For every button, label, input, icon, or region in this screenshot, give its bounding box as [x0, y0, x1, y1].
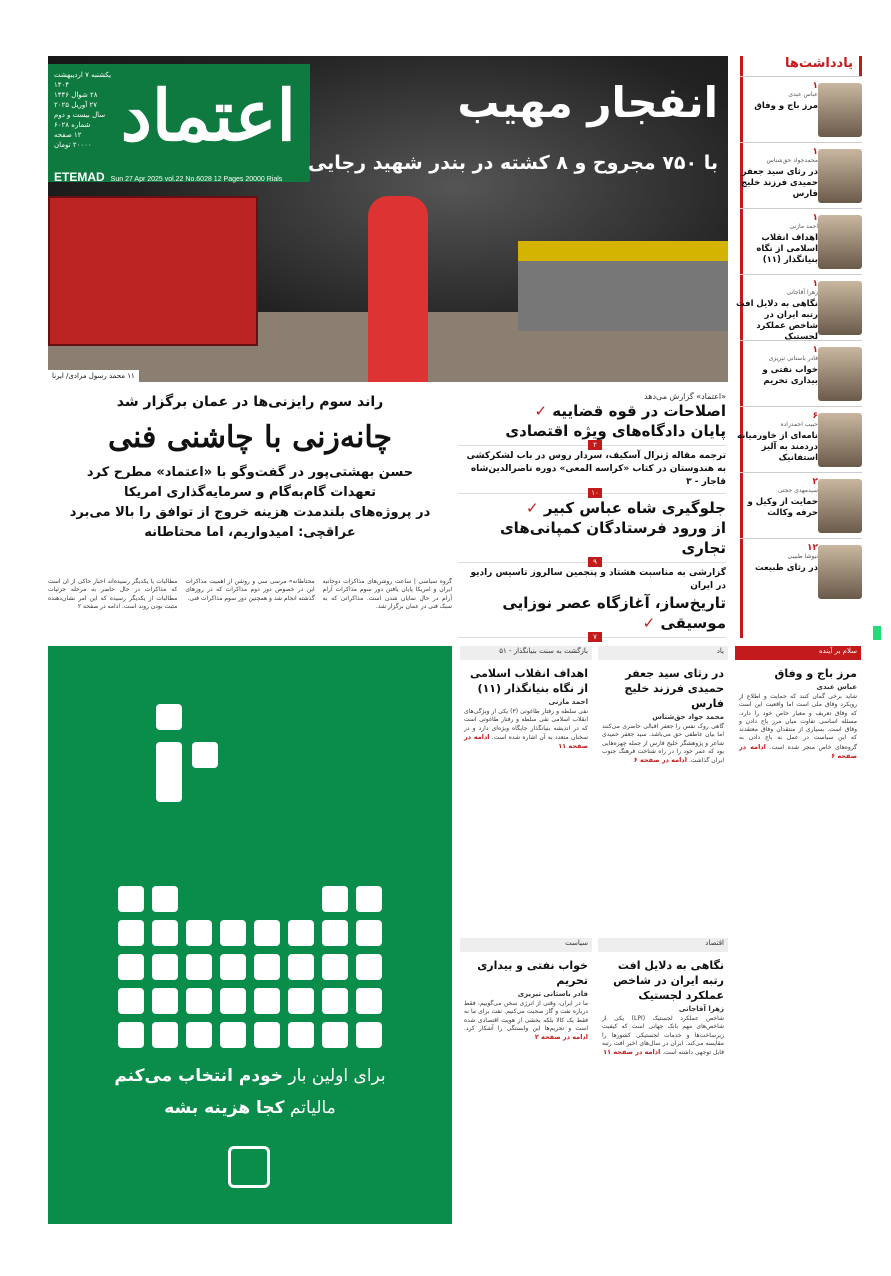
ad-block-shape [288, 920, 314, 946]
column-title[interactable]: در رثای سید جعفر حمیدی فرزند خلیج فارس [624, 667, 724, 710]
sidebar-note-item[interactable] [740, 472, 862, 538]
sidebar-note-item[interactable] [736, 274, 862, 342]
ad-block-shape [186, 954, 212, 980]
ad-block-shape [152, 886, 178, 912]
ad-block-shape [156, 704, 182, 730]
note-title: اهداف انقلاب اسلامی از نگاه بنیانگذار (۱۱) [756, 233, 818, 265]
ad-block-shape [356, 954, 382, 980]
note-title: نگاهی به دلایل افت رتبه ایران در شاخص عملکرد لجستیک [736, 299, 818, 342]
ad-block-shape [186, 988, 212, 1014]
ad-block-shape [254, 988, 280, 1014]
note-page-number: ۱ [812, 213, 818, 223]
column-title[interactable]: خواب نفتی و بیداری تحریم [477, 959, 588, 987]
column-1: سلام بر آینده مرز باج و وفاق عباس عبدی شاید برخی گمان کنند که حمایت و اطلاع از رویکرد وفاق ملی است اما واقعیت این است که وفاق تعریف و معیار خاص خود را دارد. مسئله اساسی تفاوت میان مرز باج دادن و وفاق است. بسیاری از منتقدان وفاق معتقدند که این سیاست در عمل به باج دادن به گروه‌های خاص منجر شده است. ادامه در صفحه ۶ [735, 646, 861, 1224]
lead-line: تعهدات گام‌به‌گام و سرمایه‌گذاری امریکا [123, 485, 377, 500]
ad-block-shape [288, 954, 314, 980]
author-photo [818, 479, 862, 533]
tax-advertisement[interactable] [48, 646, 452, 1224]
column-5: سیاست خواب نفتی و بیداری تحریم فادر باستانی تبریزی ما در ایران، وقتی از انرژی سخن می‌گوییم، فقط درباره نفت و گاز صحبت می‌کنیم. نفت برای ما نه فقط یک کالا بلکه بخشی از هویت اقتصادی شده است و تحریم‌ها این وابستگی را آشکار کرد. ادامه در صفحه ۲ [460, 938, 592, 1224]
author-photo [818, 413, 862, 467]
note-page-number: ۲ [812, 477, 818, 487]
ad-block-shape [356, 920, 382, 946]
note-title: نامه‌ای از خاورمیانه دردمند به آلیز استفانیک [737, 431, 818, 463]
sidebar-note-item[interactable] [740, 538, 862, 604]
ad-block-shape [254, 920, 280, 946]
sidebar-note-item[interactable] [740, 208, 862, 274]
column-author: احمد مازنی [548, 698, 588, 706]
notes-sidebar [736, 56, 862, 638]
ad-block-shape [152, 1022, 178, 1048]
ad-block-shape [254, 1022, 280, 1048]
lead-kicker: راند سوم رایزنی‌ها در عمان برگزار شد [116, 394, 384, 410]
scrollbar-handle[interactable] [873, 626, 881, 640]
ad-block-shape [220, 988, 246, 1014]
author-photo [818, 545, 862, 599]
ad-block-shape [220, 954, 246, 980]
ad-block-shape [152, 954, 178, 980]
note-author: عباس عبدی [788, 91, 818, 98]
note-title: حمایت از وکیل و حرفه وکالت [747, 497, 818, 518]
ad-block-shape [356, 988, 382, 1014]
note-page-number: ۱ [812, 345, 818, 355]
column-title[interactable]: نگاهی به دلایل افت رتبه ایران در شاخص عملکرد لجستیک [613, 959, 724, 1002]
column-3: بازگشت به سنت بنیانگذار - ۵۱ اهداف انقلاب اسلامی از نگاه بنیانگذار (۱۱) احمد مازنی نفی سلطه و رفتار طاغوتی (۳) یکی از ویژگی‌های انقلاب اسلامی نفی سلطه و رفتار طاغوتی است که در اندیشه بنیانگذار جایگاه ویژه‌ای دارد و در سخنان متعدد به آن اشاره شده است. ادامه در صفحه ۱۱ [460, 646, 592, 1224]
note-author: احمد مازنی [789, 223, 818, 230]
sidebar-title: یادداشت‌ها [740, 56, 862, 76]
ad-block-shape [186, 920, 212, 946]
column-text: شاید برخی گمان کنند که حمایت و اطلاع از رویکرد وفاق ملی است اما واقعیت این است که وفاق تعریف و معیار خاص خود را دارد. مسئله اساسی تفاوت میان مرز باج دادن و وفاق است. بسیاری از منتقدان وفاق معتقدند که این سیاست در عمل به باج دادن به گروه‌های خاص منجر شده است. ادامه در صفحه ۶ [739, 693, 857, 761]
ad-block-shape [118, 988, 144, 1014]
column-text: ما در ایران، وقتی از انرژی سخن می‌گوییم، فقط درباره نفت و گاز صحبت می‌کنیم. نفت برای ما نه فقط یک کالا بلکه بخشی از هویت اقتصادی شده است و تحریم‌ها این وابستگی را آشکار کرد. ادامه در صفحه ۲ [464, 1000, 588, 1042]
ad-block-shape [254, 954, 280, 980]
column-author: محمد جواد حق‌شناس [652, 713, 724, 721]
main-subhead: با ۷۵۰ مجروح و ۸ کشته در بندر شهید رجایی [307, 152, 718, 174]
ad-block-shape [118, 920, 144, 946]
lead-line: عراقچی: امیدواریم، اما محتاطانه [144, 525, 356, 540]
ad-block-shape [118, 886, 144, 912]
center-stories: «اعتماد» گزارش می‌دهد اصلاحات در قوه قضاییه ✓ پایان دادگاه‌های ویژه اقتصادی ۲ ترجمه مقاله ژنرال آسکیف، سردار روس در باب لشکرکشی به هندوستان در کتاب «کراسه المعی» دوره ناصرالدین‌شاه قاجار - ۳ ۱۰ جلوگیری شاه عباس کبیر ✓ از ورود فرستادگان کمپانی‌های تجاری ۹ گزارشی به مناسبت هشتاد و پنجمین سالروز تاسیس رادیو در ایران تاریخ‌ساز، آغازگاه عصر نوزایی موسیقی ✓ ۷ [458, 388, 726, 636]
story-headline[interactable]: تاریخ‌ساز، آغازگاه عصر نوزایی موسیقی ✓ [502, 594, 726, 632]
column-author: زهرا آقاجانی [678, 1005, 724, 1013]
cargo-truck-image [518, 241, 728, 331]
ad-block-shape [288, 988, 314, 1014]
logo-block [48, 64, 310, 182]
lead-text-columns [48, 578, 452, 636]
story-subhead[interactable]: ترجمه مقاله ژنرال آسکیف، سردار روس در باب لشکرکشی به هندوستان در کتاب «کراسه المعی» دوره ناصرالدین‌شاه قاجار - ۳ [466, 451, 726, 487]
sidebar-note-item[interactable] [740, 76, 862, 142]
column-text: نفی سلطه و رفتار طاغوتی (۳) یکی از ویژگی‌های انقلاب اسلامی نفی سلطه و رفتار طاغوتی است که در اندیشه بنیانگذار جایگاه ویژه‌ای دارد و در سخنان متعدد به آن اشاره شده است. ادامه در صفحه ۱۱ [464, 708, 588, 751]
column-4: اقتصاد نگاهی به دلایل افت رتبه ایران در شاخص عملکرد لجستیک زهرا آقاجانی شاخص عملکرد لجستیک (LPI) یکی از شاخص‌های مهم بانک جهانی است که کیفیت زیرساخت‌ها و خدمات لجستیکی کشورها را مقایسه می‌کند. ایران در سال‌های اخیر افت رتبه قابل توجهی داشته است. ادامه در صفحه ۱۱ [598, 938, 728, 1224]
note-author: فادر باستانی تبریزی [768, 355, 818, 362]
logo-text: اعتماد [120, 74, 296, 157]
ad-line-1: برای اولین بار خودم انتخاب می‌کنم [114, 1066, 386, 1086]
author-photo [818, 83, 862, 137]
note-author: حبیب احمدزاده [780, 421, 818, 428]
sidebar-note-item[interactable] [740, 142, 862, 208]
ad-block-shape [356, 1022, 382, 1048]
sidebar-note-item[interactable] [737, 406, 862, 472]
masthead [48, 56, 728, 382]
ad-block-shape [220, 920, 246, 946]
firefighter-figure [368, 196, 428, 382]
lead-title[interactable]: چانه‌زنی با چاشنی فنی [107, 420, 393, 455]
note-author: سیدمهدی حجتی [777, 487, 818, 494]
issue-info-bar: ETEMAD Sun 27 Apr 2025 vol.22 No.6028 12 Pages 20000 Rials [54, 170, 283, 184]
lead-line: در پروژه‌های بلندمدت هزینه خروج از توافق را بالا می‌برد [69, 505, 431, 520]
story-kicker: «اعتماد» گزارش می‌دهد [644, 392, 726, 401]
lead-text-column: گروه سیاسی | ساعت روشن‌های مذاکرات دوجانبه ایران و امریکا پایان یافتن دور سوم مذاکرات آرام آرام در حال نمایان شدن است. مذاکراتی که به سبک فنی در عمان برگزار شد. [322, 578, 452, 611]
ad-block-shape [118, 1022, 144, 1048]
issue-date-info: یکشنبه ۷ اردیبهشت ۱۴۰۴ ۲۸ شوال ۱۴۴۶ ۲۷ آوریل ۲۰۲۵ سال بیست و دوم شماره ۶۰۲۸ ۱۲ صفحه ۲۰۰۰۰ تومان [54, 71, 112, 149]
ad-block-shape [152, 988, 178, 1014]
sidebar-note-item[interactable] [740, 340, 862, 406]
ad-block-shape [322, 886, 348, 912]
author-photo [818, 347, 862, 401]
note-page-number: ۱ [812, 81, 818, 91]
ad-block-shape [322, 920, 348, 946]
ad-block-shape [220, 1022, 246, 1048]
ad-block-shape [288, 1022, 314, 1048]
story-headline[interactable]: اصلاحات در قوه قضاییه ✓ پایان دادگاه‌های ویژه اقتصادی [505, 402, 726, 440]
note-page-number: ۱۲ [807, 543, 818, 553]
ad-block-shape [186, 1022, 212, 1048]
ad-block-shape [192, 742, 218, 768]
note-title: خواب نفتی و بیداری تحریم [762, 365, 818, 386]
column-title[interactable]: مرز باج و وفاق [774, 667, 857, 680]
story-headline[interactable]: جلوگیری شاه عباس کبیر ✓ از ورود فرستادگان کمپانی‌های تجاری [499, 499, 726, 557]
photo-credit: ۱۱ محمد رسول مرادی/ ایرنا [48, 370, 139, 382]
ad-line-2: مالیاتم کجا هزینه بشه [164, 1098, 336, 1118]
column-text: گاهی روک نفس را جعفر اقبالی حاضری می‌کنند اما بیان عاطفی حق می‌باشد. سید جعفر حمیدی شاعر و پژوهشگر خلیج فارس از جمله چهره‌هایی بود که عمر خود را در راه شناخت فرهنگ جنوب ایران گذاشت. ادامه در صفحه ۶ [602, 723, 724, 765]
main-headline[interactable]: انفجار مهیب [457, 78, 718, 127]
lead-text-column: مطالبات یا یکدیگر رسیده‌اند اخبار حاکی از آن است که مذاکرات در حال حاضر به مرحله جزئیات مطالبات از یکدیگر رسیده که این امر نشان‌دهنده مثبت بودن روند است. ادامه در صفحه ۲ [48, 578, 178, 611]
column-author: فادر باستانی تبریزی [517, 990, 588, 998]
author-photo [818, 215, 862, 269]
note-author: نیوشا طبیبی [787, 553, 818, 560]
column-text: شاخص عملکرد لجستیک (LPI) یکی از شاخص‌های مهم بانک جهانی است که کیفیت زیرساخت‌ها و خدمات لجستیکی کشورها را مقایسه می‌کند. ایران در سال‌های اخیر افت رتبه قابل توجهی داشته است. ادامه در صفحه ۱۱ [602, 1015, 724, 1057]
note-page-number: ۱ [812, 279, 818, 289]
ad-block-shape [118, 954, 144, 980]
note-title: مرز باج و وفاق [754, 101, 818, 111]
ad-block-shape [156, 742, 182, 802]
lead-line: حسن بهشتی‌پور در گفت‌وگو با «اعتماد» مطرح کرد [86, 465, 414, 480]
author-photo [818, 281, 862, 335]
ad-block-shape [322, 954, 348, 980]
ad-block-shape [356, 886, 382, 912]
note-title: در رثای طبیعت [755, 563, 818, 573]
fire-truck-image [48, 196, 258, 346]
note-author: زهرا آقاجانی [786, 289, 818, 296]
tax-org-seal-icon [228, 1146, 270, 1188]
ad-block-shape [152, 920, 178, 946]
ad-block-shape [322, 1022, 348, 1048]
lead-text-column: محتاطانه» مرسی سی و روشن از اهمیت مذاکرات این در خصوص دور دوم مذاکرات که در روزهای گذشته انجام شد و همچنین دور سوم مذاکرات فنی. [185, 578, 315, 602]
author-photo [818, 149, 862, 203]
note-page-number: ۶ [812, 411, 818, 421]
note-page-number: ۱ [812, 147, 818, 157]
column-author: عباس عبدی [816, 683, 857, 691]
column-title[interactable]: اهداف انقلاب اسلامی از نگاه بنیانگذار (۱۱) [469, 667, 588, 695]
note-title: در رثای سید جعفر حمیدی فرزند خلیج فارس [741, 167, 818, 199]
ad-block-shape [322, 988, 348, 1014]
story-subhead[interactable]: گزارشی به مناسبت هشتاد و پنجمین سالروز تاسیس رادیو در ایران [470, 568, 726, 591]
column-2: یاد در رثای سید جعفر حمیدی فرزند خلیج فارس محمد جواد حق‌شناس گاهی روک نفس را جعفر اقبالی حاضری می‌کنند اما بیان عاطفی حق می‌باشد. سید جعفر حمیدی شاعر و پژوهشگر خلیج فارس از جمله چهره‌هایی بود که عمر خود را در راه شناخت فرهنگ جنوب ایران گذاشت. ادامه در صفحه ۶ [598, 646, 728, 1224]
note-author: محمدجواد حق‌شناس [766, 157, 818, 164]
